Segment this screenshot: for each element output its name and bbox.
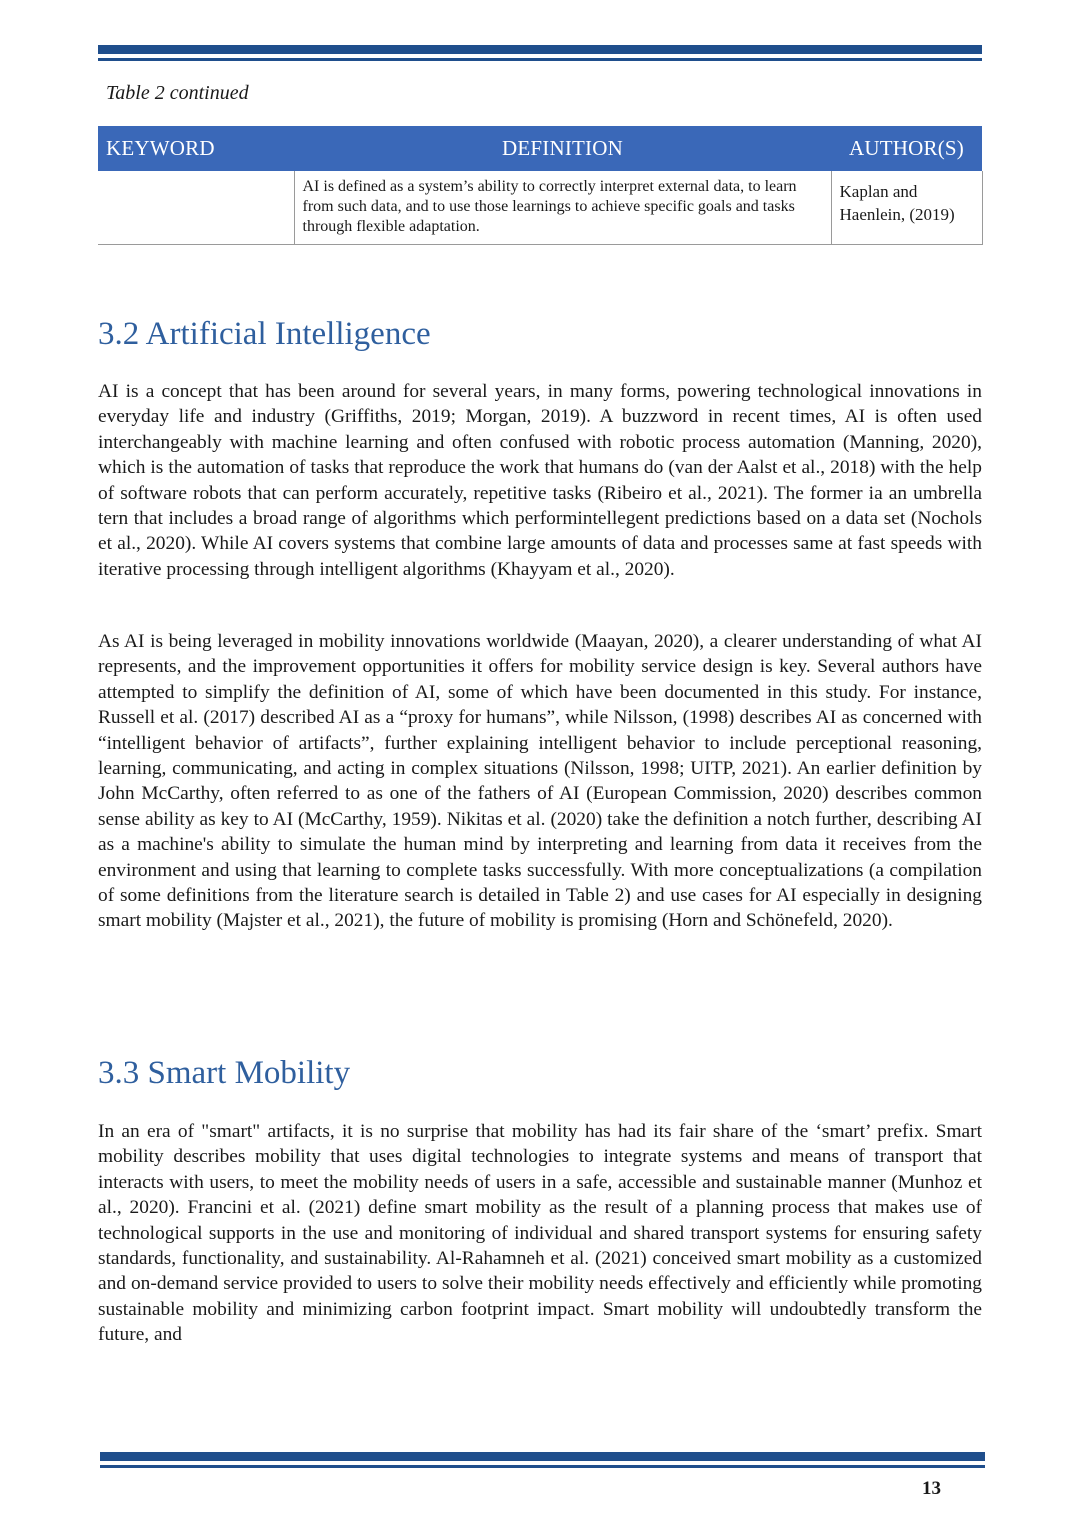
top-rule (98, 45, 982, 61)
cell-keyword (98, 171, 294, 245)
table-row (98, 171, 982, 245)
header-keyword: KEYWORD (98, 126, 294, 171)
header-definition: DEFINITION (294, 126, 831, 171)
bottom-rule (100, 1452, 985, 1468)
table-caption: Table 2 continued (106, 82, 249, 104)
ai-paragraph-1: AI is a concept that has been around for several years, in many forms, powering technological innovations in everyday life and industry (Griffiths, 2019; Morgan, 2019). A buzzword in recent times, AI is often used interchangeably with machine learning and often confused with robotic process automation (Manning, 2020), which is the automation of tasks that reproduce the work that humans do (van der Aalst et al., 2018) with the help of software robots that can perform accurately, repetitive tasks (Ribeiro et al., 2021). The former ia an umbrella tern that includes a broad range of algorithms which performintellegent predictions based on a data set (Nochols et al., 2020). While AI covers systems that combine large amounts of data and processes same at fast speeds with iterative processing through intelligent algorithms (Khayyam et al., 2020). (98, 381, 982, 580)
page-number: 13 (922, 1478, 941, 1499)
cell-definition: AI is defined as a system’s ability to correctly interpret external data, to learn from such data, and to use those learnings to achieve specific goals and tasks through flexible adaptation. (294, 171, 831, 245)
section-heading-mobility: 3.3 Smart Mobility (98, 1055, 351, 1091)
mobility-paragraph-1: In an era of "smart" artifacts, it is no surprise that mobility has had its fair share of the ‘smart’ prefix. Smart mobility describes mobility that uses digital technologies to integrate systems and means of transport that interacts with users, to meet the mobility needs of users in a safe, accessible and sustainable manner (Munhoz et al., 2020). Francini et al. (2021) define smart mobility as the result of a planning process that makes use of technological supports in the use and monitoring of individual and shared transport systems for ensuring safety standards, functionality, and sustainability. Al-Rahamneh et al. (2021) conceived smart mobility as a customized and on-demand service provided to users to solve their mobility needs effectively and efficiently while promoting sustainable mobility and minimizing carbon footprint impact. Smart mobility will undoubtedly transform the future, and (98, 1121, 982, 1346)
cell-authors: Kaplan and Haenlein, (2019) (831, 171, 982, 245)
table-header-row (98, 126, 982, 171)
header-authors: AUTHOR(S) (831, 126, 982, 171)
definitions-table (98, 126, 983, 245)
section-heading-ai: 3.2 Artificial Intelligence (98, 316, 431, 352)
ai-paragraph-2: As AI is being leveraged in mobility innovations worldwide (Maayan, 2020), a clearer understanding of what AI represents, and the improvement opportunities it offers for mobility service design is key. Several authors have attempted to simplify the definition of AI, some of which have been documented in this study. For instance, Russell et al. (2017) described AI as a “proxy for humans”, while Nilsson, (1998) describes AI as concerned with “intelligent behavior of artifacts”, further explaining intelligent behavior to include perceptional reasoning, learning, communicating, and acting in complex situations (Nilsson, 1998; UITP, 2021). An earlier definition by John McCarthy, often referred to as one of the fathers of AI (European Commission, 2020) describes common sense ability as key to AI (McCarthy, 1959). Nikitas et al. (2020) take the definition a notch further, describing AI as a machine's ability to simulate the human mind by interpreting and learning from data it receives from the environment and using that learning to complete tasks successfully. With more conceptualizations (a compilation of some definitions from the literature search is detailed in Table 2) and use cases for AI especially in designing smart mobility (Majster et al., 2021), the future of mobility is promising (Horn and Schönefeld, 2020). (98, 631, 982, 932)
